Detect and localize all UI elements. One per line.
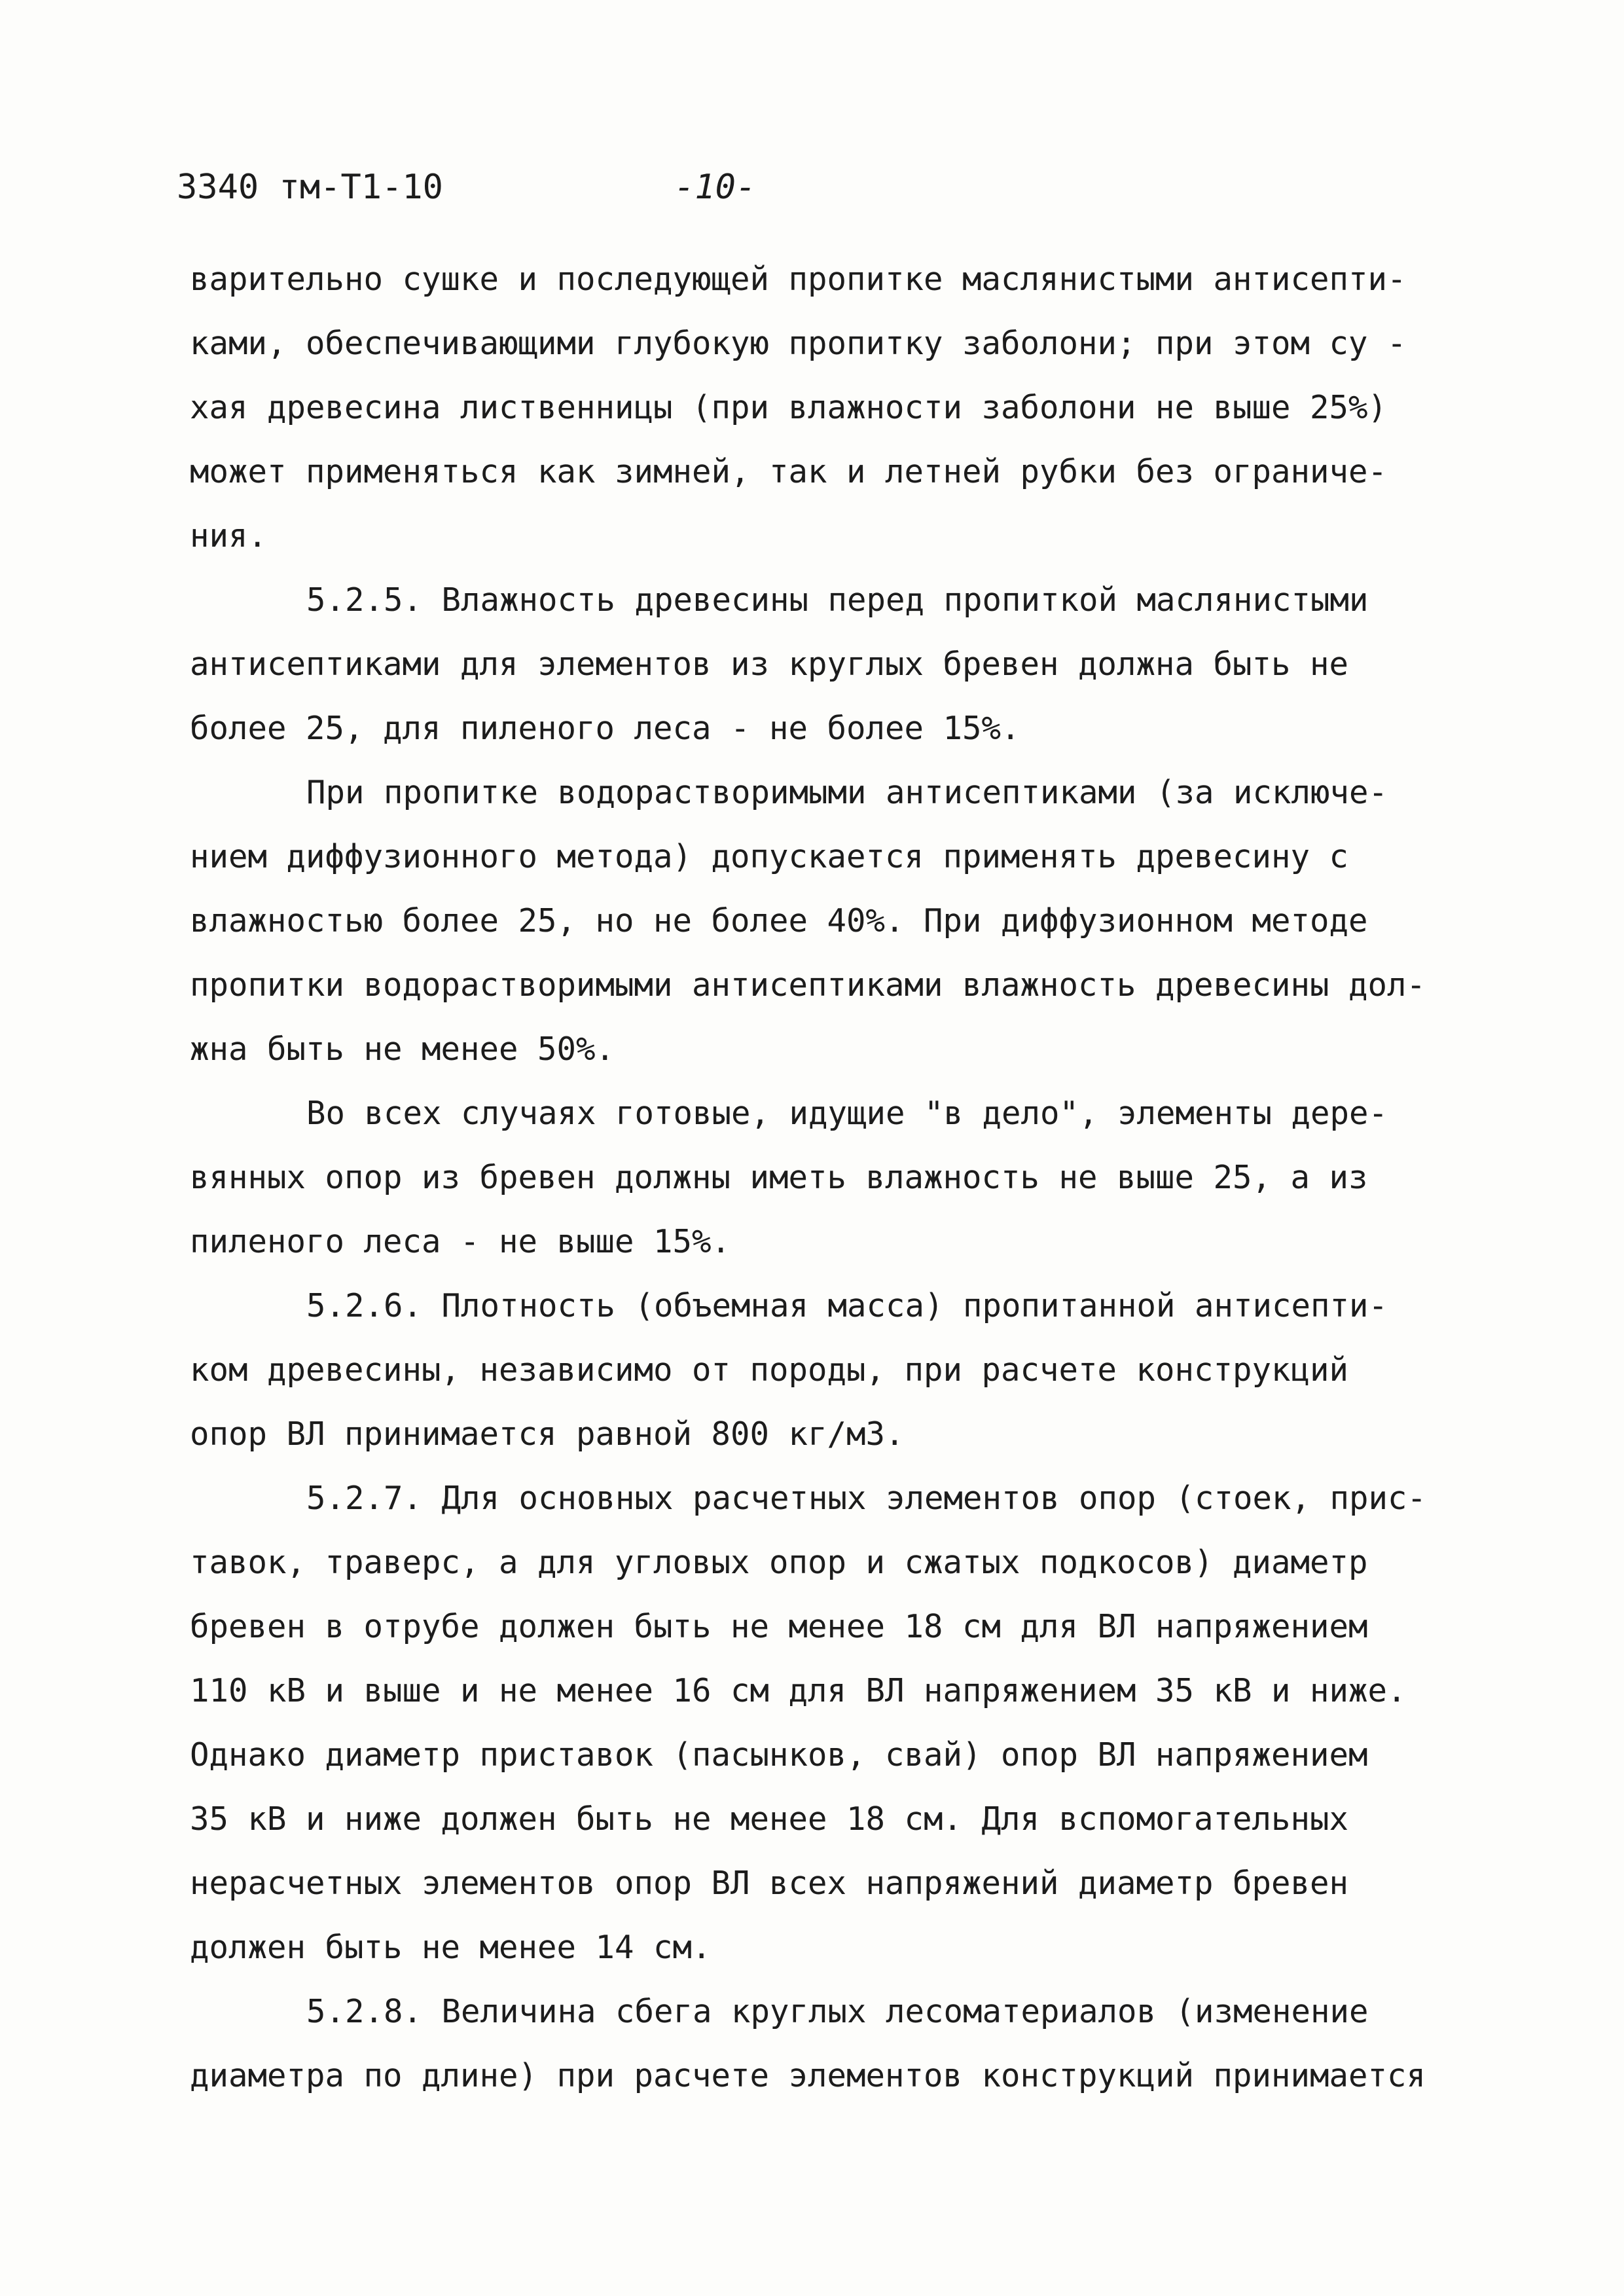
text-line: хая древесина лиственницы (при влажности заболони не выше 25%) (190, 389, 1388, 426)
text-line: ком древесины, независимо от породы, при расчете конструкций (190, 1351, 1349, 1389)
text-line: ками, обеспечивающими глубокую пропитку заболони; при этом су - (190, 325, 1407, 362)
text-line-paragraph-start: 5.2.5. Влажность древесины перед пропиткой маслянистыми (306, 581, 1369, 619)
text-line: может применяться как зимней, так и летней рубки без ограниче- (190, 453, 1388, 490)
text-line: диаметра по длине) при расчете элементов конструкций принимается (190, 2057, 1426, 2094)
text-line: 110 кВ и выше и не менее 16 см для ВЛ напряжением 35 кВ и ниже. (190, 1672, 1407, 1709)
document-code: 3340 тм-Т1-10 (177, 168, 443, 207)
text-line: 35 кВ и ниже должен быть не менее 18 см. Для вспомогательных (190, 1800, 1349, 1838)
text-line: нием диффузионного метода) допускается применять древесину с (190, 838, 1349, 875)
text-line-paragraph-start: 5.2.6. Плотность (объемная масса) пропитанной антисепти- (306, 1287, 1388, 1324)
text-line: ния. (190, 517, 268, 555)
text-line-paragraph-start: При пропитке водорастворимыми антисептиками (за исключе- (306, 774, 1388, 811)
page-header (177, 161, 1159, 213)
text-line: антисептиками для элементов из круглых бревен должна быть не (190, 646, 1349, 683)
text-line: пиленого леса - не выше 15%. (190, 1223, 731, 1260)
text-line: должен быть не менее 14 см. (190, 1929, 712, 1966)
body-text (190, 247, 1473, 2108)
text-line: влажностью более 25, но не более 40%. При диффузионном методе (190, 902, 1368, 939)
text-line: более 25, для пиленого леса - не более 15%. (190, 710, 1020, 747)
text-line-paragraph-start: Во всех случаях готовые, идущие "в дело", элементы дере- (306, 1095, 1388, 1132)
text-line: тавок, траверс, а для угловых опор и сжатых подкосов) диаметр (190, 1544, 1368, 1581)
text-line: пропитки водорастворимыми антисептиками влажность древесины дол- (190, 966, 1426, 1004)
text-line-paragraph-start: 5.2.7. Для основных расчетных элементов опор (стоек, прис- (306, 1480, 1427, 1517)
text-line-paragraph-start: 5.2.8. Величина сбега круглых лесоматериалов (изменение (306, 1993, 1369, 2030)
text-line: варительно сушке и последующей пропитке маслянистыми антисепти- (190, 261, 1407, 298)
text-line: жна быть не менее 50%. (190, 1030, 615, 1068)
text-line: Однако диаметр приставок (пасынков, свай) опор ВЛ напряжением (190, 1736, 1368, 1774)
page-number: -10- (674, 168, 757, 207)
text-line: вянных опор из бревен должны иметь влажность не выше 25, а из (190, 1159, 1368, 1196)
text-line: опор ВЛ принимается равной 800 кг/м3. (190, 1415, 905, 1453)
text-line: нерасчетных элементов опор ВЛ всех напряжений диаметр бревен (190, 1865, 1349, 1902)
text-line: бревен в отрубе должен быть не менее 18 см для ВЛ напряжением (190, 1608, 1368, 1645)
